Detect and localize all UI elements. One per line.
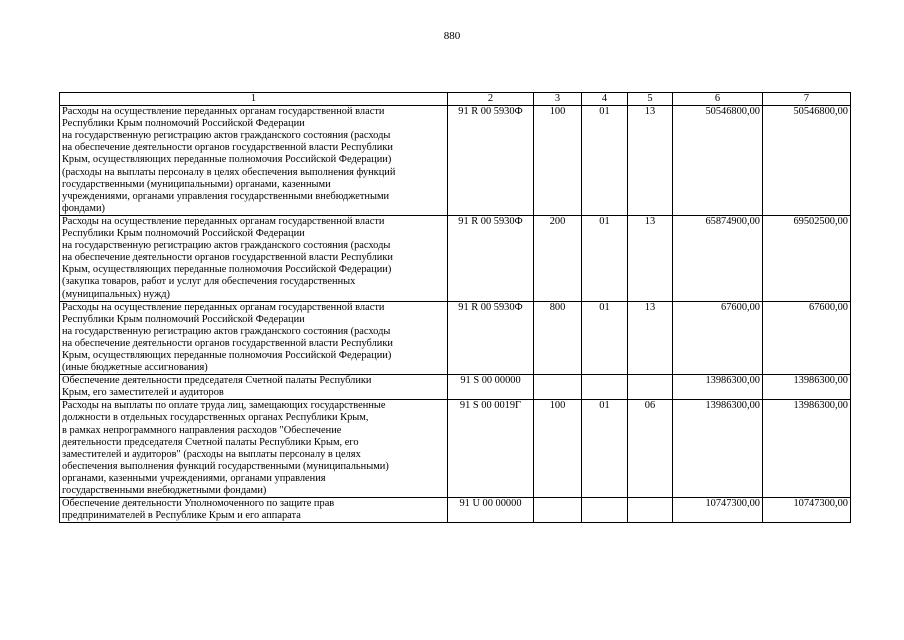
description-line: на государственную регистрацию актов гражданского состояния (расходы	[62, 130, 391, 142]
description-line: Крым, осуществляющих переданные полномочия Российской Федерации)	[62, 264, 392, 276]
table-row	[60, 498, 851, 523]
section-code: 01	[582, 301, 628, 375]
description-line: Расходы на осуществление переданных органам государственной власти	[62, 215, 385, 227]
description-line: на обеспечение деятельности органов государственной власти Республики	[62, 142, 393, 154]
description-line: должности в отдельных государственных органах Республики Крым,	[62, 412, 369, 424]
description-line: фондами)	[62, 202, 105, 214]
expense-type-code	[534, 498, 582, 523]
description-line: на обеспечение деятельности органов государственной власти Республики	[62, 252, 393, 264]
expense-type-code	[534, 375, 582, 400]
description-line: Расходы на осуществление переданных органам государственной власти	[62, 301, 385, 313]
column-header: 2	[448, 93, 534, 106]
column-header: 7	[763, 93, 851, 106]
amount-column-7: 13986300,00	[763, 400, 851, 498]
description-line: Республики Крым полномочий Российской Федерации	[62, 313, 305, 325]
subsection-code: 06	[628, 400, 673, 498]
budget-classification-code: 91 S 00 00000	[448, 375, 534, 400]
table-row	[60, 301, 851, 375]
budget-classification-code: 91 S 00 0019Г	[448, 400, 534, 498]
description-line: Крым, осуществляющих переданные полномочия Российской Федерации)	[62, 154, 392, 166]
description-line: учреждениями, органами управления государственными внебюджетными	[62, 190, 390, 202]
description-line: (расходы на выплаты персоналу в целях обеспечения выполнения функций	[62, 166, 396, 178]
column-header: 4	[582, 93, 628, 106]
description-line: Расходы на осуществление переданных органам государственной власти	[62, 106, 385, 118]
description-line: на государственную регистрацию актов гражданского состояния (расходы	[62, 325, 391, 337]
description-line: Крым, осуществляющих переданные полномочия Российской Федерации)	[62, 349, 392, 361]
row-description	[60, 106, 448, 216]
column-header: 3	[534, 93, 582, 106]
subsection-code: 13	[628, 215, 673, 301]
description-line: органами, казенными учреждениями, органами управления	[62, 472, 326, 484]
expense-type-code: 100	[534, 400, 582, 498]
description-line: (закупка товаров, работ и услуг для обеспечения государственных	[62, 276, 356, 288]
row-description	[60, 498, 448, 523]
budget-classification-code: 91 R 00 5930Ф	[448, 301, 534, 375]
description-line: Республики Крым полномочий Российской Федерации	[62, 228, 305, 240]
description-line: (иные бюджетные ассигнования)	[62, 362, 208, 374]
description-line: Обеспечение деятельности председателя Счетной палаты Республики	[62, 375, 372, 387]
subsection-code	[628, 498, 673, 523]
row-description	[60, 400, 448, 498]
header-row	[60, 93, 851, 106]
table-row	[60, 215, 851, 301]
row-description	[60, 215, 448, 301]
amount-column-6: 10747300,00	[673, 498, 763, 523]
expense-type-code: 100	[534, 106, 582, 216]
description-line: обеспечения выполнения функций государственными (муниципальными)	[62, 460, 389, 472]
row-description	[60, 301, 448, 375]
expense-type-code: 800	[534, 301, 582, 375]
table-row	[60, 106, 851, 216]
page-number: 880	[443, 30, 461, 42]
description-line: на обеспечение деятельности органов государственной власти Республики	[62, 337, 393, 349]
description-line: Республики Крым полномочий Российской Федерации	[62, 118, 305, 130]
table-row	[60, 375, 851, 400]
amount-column-7: 13986300,00	[763, 375, 851, 400]
amount-column-7: 67600,00	[763, 301, 851, 375]
subsection-code	[628, 375, 673, 400]
description-line: государственными внебюджетными фондами)	[62, 485, 267, 496]
column-header: 5	[628, 93, 673, 106]
description-line: в рамках непрограммного направления расходов "Обеспечение	[62, 424, 342, 436]
budget-table	[59, 92, 851, 523]
description-line: Расходы на выплаты по оплате труда лиц, замещающих государственные	[62, 400, 386, 412]
amount-column-6: 65874900,00	[673, 215, 763, 301]
table-row	[60, 400, 851, 498]
amount-column-7: 50546800,00	[763, 106, 851, 216]
budget-classification-code: 91 R 00 5930Ф	[448, 106, 534, 216]
section-code: 01	[582, 215, 628, 301]
amount-column-6: 50546800,00	[673, 106, 763, 216]
description-line: на государственную регистрацию актов гражданского состояния (расходы	[62, 240, 391, 252]
expense-type-code: 200	[534, 215, 582, 301]
subsection-code: 13	[628, 106, 673, 216]
description-line: Крым, его заместителей и аудиторов	[62, 387, 224, 399]
section-code: 01	[582, 106, 628, 216]
amount-column-7: 69502500,00	[763, 215, 851, 301]
description-line: деятельности председателя Счетной палаты Республики Крым, его	[62, 436, 359, 448]
description-line: заместителей и аудиторов" (расходы на выплаты персоналу в целях	[62, 448, 361, 460]
amount-column-6: 13986300,00	[673, 375, 763, 400]
budget-classification-code: 91 R 00 5930Ф	[448, 215, 534, 301]
amount-column-6: 13986300,00	[673, 400, 763, 498]
section-code	[582, 375, 628, 400]
amount-column-6: 67600,00	[673, 301, 763, 375]
column-header: 1	[60, 93, 448, 106]
description-line: предпринимателей в Республике Крым и его аппарата	[62, 510, 301, 522]
section-code	[582, 498, 628, 523]
description-line: (муниципальных) нужд)	[62, 288, 171, 300]
subsection-code: 13	[628, 301, 673, 375]
section-code: 01	[582, 400, 628, 498]
description-line: государственными (муниципальными) органами, казенными	[62, 178, 331, 190]
column-header: 6	[673, 93, 763, 106]
table-body	[60, 106, 851, 523]
row-description	[60, 375, 448, 400]
budget-classification-code: 91 U 00 00000	[448, 498, 534, 523]
amount-column-7: 10747300,00	[763, 498, 851, 523]
description-line: Обеспечение деятельности Уполномоченного по защите прав	[62, 498, 335, 510]
